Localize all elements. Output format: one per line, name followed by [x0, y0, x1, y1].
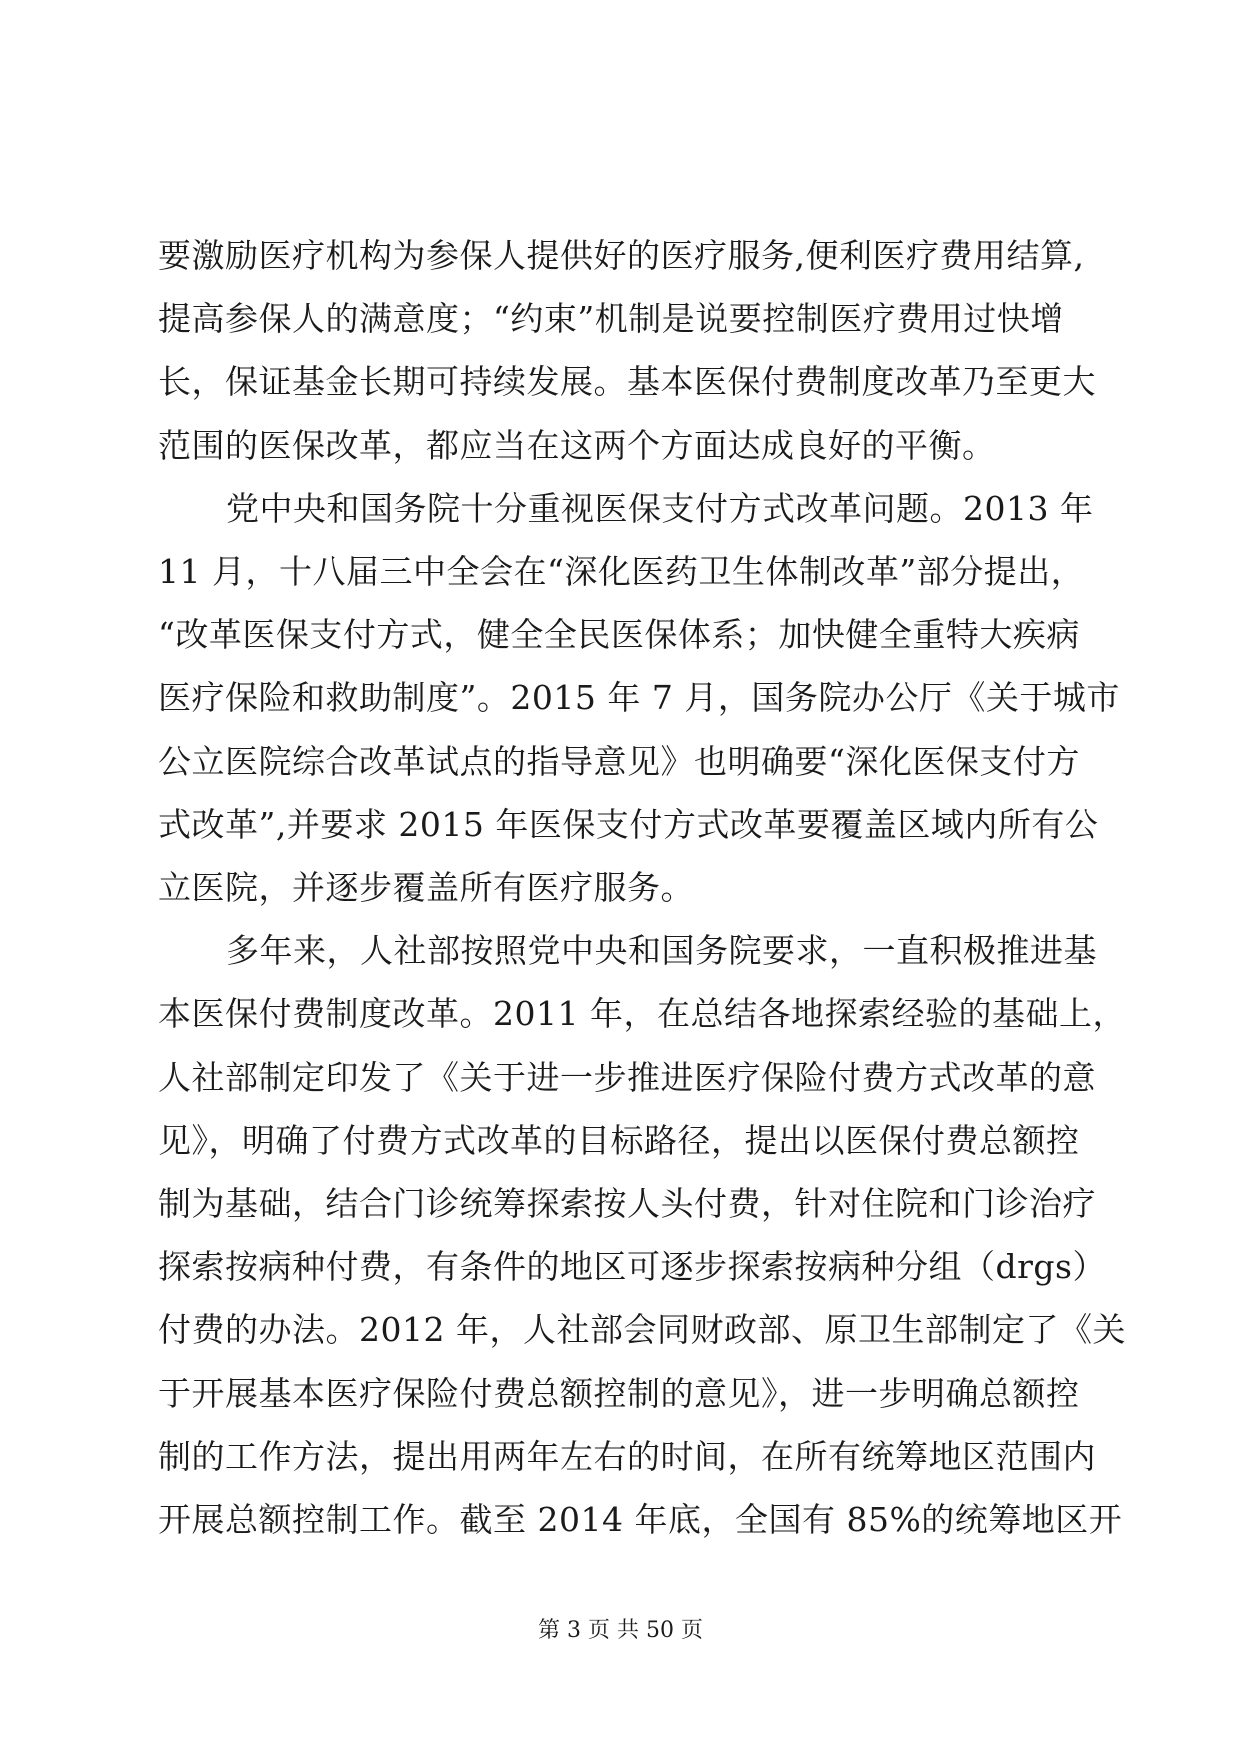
- document-body: [158, 224, 1126, 1551]
- text-line: 公立医院综合改革试点的指导意见》也明确要“深化医保支付方: [158, 741, 1080, 781]
- text-line: 于开展基本医疗保险付费总额控制的意见》，进一步明确总额控: [158, 1373, 1080, 1413]
- text-line: “改革医保支付方式，健全全民医保体系；加快健全重特大疾病: [158, 615, 1080, 655]
- text-line: 本医保付费制度改革。2011 年，在总结各地探索经验的基础上，: [158, 994, 1126, 1034]
- text-line: 制的工作方法，提出用两年左右的时间，在所有统筹地区范围内: [158, 1436, 1096, 1476]
- text-line: 多年来，人社部按照党中央和国务院要求，一直积极推进基: [226, 931, 1097, 971]
- text-line: 开展总额控制工作。截至 2014 年底，全国有 85%的统筹地区开: [158, 1500, 1123, 1540]
- text-line: 付费的办法。2012 年，人社部会同财政部、原卫生部制定了《关: [158, 1310, 1126, 1350]
- text-line: 提高参保人的满意度；“约束”机制是说要控制医疗费用过快增: [158, 299, 1064, 339]
- text-line: 11 月，十八届三中全会在“深化医药卫生体制改革”部分提出，: [158, 552, 1085, 592]
- paragraph-1: [158, 224, 1096, 477]
- text-line: 式改革”,并要求 2015 年医保支付方式改革要覆盖区域内所有公: [158, 804, 1099, 844]
- text-line: 长，保证基金长期可持续发展。基本医保付费制度改革乃至更大: [158, 362, 1096, 402]
- text-line: 党中央和国务院十分重视医保支付方式改革问题。2013 年: [226, 488, 1094, 528]
- text-line: 范围的医保改革，都应当在这两个方面达成良好的平衡。: [158, 425, 996, 465]
- text-line: 医疗保险和救助制度”。2015 年 7 月，国务院办公厅《关于城市: [158, 678, 1120, 718]
- paragraph-2: [158, 477, 1120, 919]
- text-line: 立医院，并逐步覆盖所有医疗服务。: [158, 868, 694, 908]
- text-line: 见》，明确了付费方式改革的目标路径，提出以医保付费总额控: [158, 1120, 1080, 1160]
- page-number-footer: 第 3 页 共 50 页: [538, 1618, 703, 1643]
- paragraph-3: [158, 919, 1126, 1551]
- text-line: 人社部制定印发了《关于进一步推进医疗保险付费方式改革的意: [158, 1057, 1096, 1097]
- text-line: 制为基础，结合门诊统筹探索按人头付费，针对住院和门诊治疗: [158, 1184, 1096, 1224]
- text-line: 要激励医疗机构为参保人提供好的医疗服务,便利医疗费用结算,: [158, 236, 1085, 275]
- text-line: 探索按病种付费，有条件的地区可逐步探索按病种分组（drgs）: [158, 1247, 1106, 1287]
